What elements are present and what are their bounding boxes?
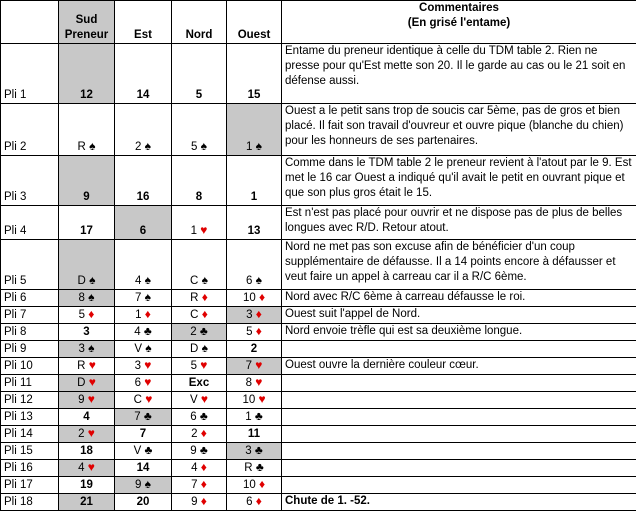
- club-icon: ♣: [256, 460, 264, 474]
- heart-icon: ♥: [201, 392, 208, 406]
- diamond-icon: ♦: [259, 477, 265, 491]
- club-icon: ♣: [200, 409, 208, 423]
- card-nord: [172, 44, 227, 104]
- table-row: [1, 375, 636, 392]
- spade-icon: ♠: [89, 273, 95, 287]
- heart-icon: ♥: [200, 223, 207, 237]
- trick-label: Pli 17: [1, 477, 59, 494]
- card-rank: 3: [79, 343, 85, 355]
- card-rank: 3: [135, 360, 141, 372]
- diamond-icon: ♦: [201, 477, 207, 491]
- card-rank: C: [190, 275, 198, 287]
- card-rank: 16: [137, 191, 150, 203]
- card-rank: 2: [251, 343, 257, 355]
- table-row: [1, 460, 636, 477]
- card-rank: 10: [243, 292, 256, 304]
- card-rank: C: [134, 394, 142, 406]
- spade-icon: ♠: [256, 273, 262, 287]
- trick-label: Pli 12: [1, 392, 59, 409]
- comment-cell: [282, 426, 636, 443]
- heart-icon: ♥: [255, 375, 262, 389]
- card-rank: 1: [191, 225, 197, 237]
- table-row: [1, 443, 636, 460]
- comment-cell: Nord ne met pas son excuse afin de bénéficier d'un coup supplémentaire de défausse. Il a 14 points encore à défausser et veut faire un appel à carreau car il a R/C 6ème.: [282, 240, 636, 290]
- card-sud: [59, 477, 115, 494]
- card-rank: 5: [191, 360, 197, 372]
- heart-icon: ♥: [258, 392, 265, 406]
- trick-label: Pli 4: [1, 206, 59, 240]
- comment-cell: [282, 477, 636, 494]
- card-nord: [172, 307, 227, 324]
- card-est: [115, 341, 172, 358]
- card-sud: [59, 324, 115, 341]
- header-preneur: [59, 1, 115, 44]
- card-ouest: [227, 460, 282, 477]
- spade-icon: ♠: [88, 290, 94, 304]
- card-rank: 9: [191, 496, 197, 508]
- card-rank: 7: [140, 428, 146, 440]
- card-rank: 7: [246, 360, 252, 372]
- card-rank: 12: [80, 89, 93, 101]
- card-sud: [59, 409, 115, 426]
- spade-icon: ♠: [202, 273, 208, 287]
- comment-cell: [282, 341, 636, 358]
- diamond-icon: ♦: [202, 290, 208, 304]
- diamond-icon: ♦: [201, 460, 207, 474]
- card-rank: D: [77, 377, 85, 389]
- card-ouest: [227, 358, 282, 375]
- card-rank: 6: [246, 496, 252, 508]
- card-rank: 19: [80, 479, 93, 491]
- spade-icon: ♠: [145, 290, 151, 304]
- card-est: [115, 240, 172, 290]
- table-row: [1, 358, 636, 375]
- card-rank: 18: [80, 445, 93, 457]
- comment-cell: [282, 375, 636, 392]
- card-rank: 2: [190, 326, 196, 338]
- card-rank: 4: [78, 462, 84, 474]
- card-rank: 5: [79, 309, 85, 321]
- card-rank: 2: [191, 428, 197, 440]
- card-sud: [59, 392, 115, 409]
- spade-icon: ♠: [145, 477, 151, 491]
- card-rank: 7: [134, 411, 140, 423]
- card-est: [115, 104, 172, 156]
- card-nord: [172, 206, 227, 240]
- header-nord: Nord: [172, 1, 227, 44]
- card-rank: 4: [134, 326, 140, 338]
- table-row: [1, 324, 636, 341]
- card-sud: [59, 307, 115, 324]
- card-rank: 14: [137, 462, 150, 474]
- card-rank: V: [134, 445, 142, 457]
- spade-icon: ♠: [201, 139, 207, 153]
- card-est: [115, 426, 172, 443]
- comment-cell: Entame du preneur identique à celle du TDM table 2. Rien ne presse pour qu'Est mette son 20. Il le garde au cas ou le 21 soit en défense aussi.: [282, 44, 636, 104]
- card-nord: [172, 409, 227, 426]
- card-ouest: [227, 240, 282, 290]
- card-est: [115, 44, 172, 104]
- trick-label: Pli 16: [1, 460, 59, 477]
- card-nord: [172, 443, 227, 460]
- table-row: [1, 341, 636, 358]
- card-rank: R: [190, 292, 198, 304]
- card-rank: 14: [137, 89, 150, 101]
- card-rank: 11: [248, 428, 260, 440]
- spade-icon: ♠: [88, 341, 94, 355]
- diamond-icon: ♦: [145, 307, 151, 321]
- table-row: [1, 206, 636, 240]
- trick-label: Pli 11: [1, 375, 59, 392]
- comment-cell: [282, 409, 636, 426]
- table-row: [1, 392, 636, 409]
- spade-icon: ♠: [145, 273, 151, 287]
- spade-icon: ♠: [145, 341, 151, 355]
- card-rank: Exc: [189, 377, 209, 389]
- card-ouest: [227, 375, 282, 392]
- card-rank: 2: [135, 141, 141, 153]
- card-est: [115, 443, 172, 460]
- card-rank: 9: [135, 479, 141, 491]
- trick-label: Pli 7: [1, 307, 59, 324]
- card-sud: [59, 460, 115, 477]
- card-rank: R: [77, 360, 85, 372]
- card-ouest: [227, 307, 282, 324]
- heart-icon: ♥: [88, 426, 95, 440]
- card-rank: V: [134, 343, 142, 355]
- header-commentaires-line2: (En grisé l'entame): [285, 16, 633, 31]
- card-est: [115, 392, 172, 409]
- card-rank: 21: [80, 496, 93, 508]
- table-row: [1, 307, 636, 324]
- comment-cell: Nord envoie trèfle qui est sa deuxième longue.: [282, 324, 636, 341]
- card-nord: [172, 375, 227, 392]
- card-est: [115, 409, 172, 426]
- diamond-icon: ♦: [201, 426, 207, 440]
- spade-icon: ♠: [256, 139, 262, 153]
- card-sud: [59, 290, 115, 307]
- card-sud: [59, 341, 115, 358]
- card-ouest: [227, 409, 282, 426]
- card-rank: 13: [248, 225, 261, 237]
- diamond-icon: ♦: [256, 324, 262, 338]
- card-rank: 5: [196, 89, 202, 101]
- club-icon: ♣: [144, 409, 152, 423]
- card-rank: D: [78, 275, 86, 287]
- card-rank: 4: [135, 275, 141, 287]
- header-empty: [1, 1, 59, 44]
- comment-cell: Ouest ouvre la dernière couleur cœur.: [282, 358, 636, 375]
- card-rank: 1: [135, 309, 141, 321]
- card-est: [115, 307, 172, 324]
- card-rank: 3: [83, 326, 89, 338]
- diamond-icon: ♦: [202, 307, 208, 321]
- card-rank: 6: [190, 411, 196, 423]
- card-est: [115, 358, 172, 375]
- card-nord: [172, 240, 227, 290]
- club-icon: ♣: [255, 443, 263, 457]
- card-nord: [172, 156, 227, 206]
- diamond-icon: ♦: [88, 307, 94, 321]
- heart-icon: ♥: [89, 375, 96, 389]
- card-rank: 5: [191, 141, 197, 153]
- header-preneur-line2: Preneur: [62, 28, 111, 43]
- heart-icon: ♥: [88, 392, 95, 406]
- card-ouest: [227, 426, 282, 443]
- card-sud: [59, 426, 115, 443]
- card-ouest: [227, 104, 282, 156]
- card-ouest: [227, 206, 282, 240]
- diamond-icon: ♦: [256, 494, 262, 508]
- card-rank: 7: [191, 479, 197, 491]
- card-est: [115, 206, 172, 240]
- card-rank: 9: [190, 445, 196, 457]
- card-rank: 1: [251, 191, 257, 203]
- heart-icon: ♥: [200, 358, 207, 372]
- club-icon: ♣: [200, 324, 208, 338]
- comment-cell: [282, 443, 636, 460]
- table-row: [1, 409, 636, 426]
- table-row: [1, 240, 636, 290]
- trick-label: Pli 5: [1, 240, 59, 290]
- card-sud: [59, 240, 115, 290]
- card-rank: 17: [80, 225, 93, 237]
- spade-icon: ♠: [89, 139, 95, 153]
- trick-label: Pli 9: [1, 341, 59, 358]
- card-rank: C: [190, 309, 198, 321]
- comment-cell: Chute de 1. -52.: [282, 494, 636, 511]
- card-rank: 4: [191, 462, 197, 474]
- card-sud: [59, 104, 115, 156]
- heart-icon: ♥: [144, 358, 151, 372]
- card-rank: 1: [245, 411, 251, 423]
- comment-cell: Est n'est pas placé pour ouvrir et ne dispose pas de plus de belles longues avec R/D. Retour atout.: [282, 206, 636, 240]
- trick-label: Pli 2: [1, 104, 59, 156]
- card-rank: 10: [242, 394, 255, 406]
- card-nord: [172, 426, 227, 443]
- table-row: [1, 290, 636, 307]
- card-rank: 3: [245, 445, 251, 457]
- trick-label: Pli 15: [1, 443, 59, 460]
- comment-cell: [282, 392, 636, 409]
- club-icon: ♣: [145, 443, 153, 457]
- heart-icon: ♥: [144, 375, 151, 389]
- card-rank: 10: [243, 479, 256, 491]
- card-ouest: [227, 324, 282, 341]
- card-ouest: [227, 341, 282, 358]
- card-est: [115, 290, 172, 307]
- trick-label: Pli 6: [1, 290, 59, 307]
- comment-cell: Comme dans le TDM table 2 le preneur revient à l'atout par le 9. Est met le 16 car Ouest a indiqué qu'il avait le petit en ouvrant pique et que son plus gros était le 15.: [282, 156, 636, 206]
- card-ouest: [227, 443, 282, 460]
- club-icon: ♣: [200, 443, 208, 457]
- spade-icon: ♠: [202, 341, 208, 355]
- card-rank: 1: [246, 141, 252, 153]
- card-ouest: [227, 44, 282, 104]
- card-est: [115, 460, 172, 477]
- heart-icon: ♥: [255, 358, 262, 372]
- card-ouest: [227, 156, 282, 206]
- card-est: [115, 375, 172, 392]
- trick-label: Pli 18: [1, 494, 59, 511]
- card-sud: [59, 375, 115, 392]
- card-rank: 3: [246, 309, 252, 321]
- card-rank: R: [244, 462, 252, 474]
- card-est: [115, 477, 172, 494]
- club-icon: ♣: [144, 324, 152, 338]
- comment-cell: Ouest a le petit sans trop de soucis car 5ème, pas de gros et bien placé. Il fait son travail d'ouvreur et ouvre pique (blanche du chien) pour les honneurs de ses partenaires.: [282, 104, 636, 156]
- trick-label: Pli 13: [1, 409, 59, 426]
- table-row: [1, 426, 636, 443]
- header-ouest: Ouest: [227, 1, 282, 44]
- card-rank: 7: [135, 292, 141, 304]
- card-ouest: [227, 477, 282, 494]
- diamond-icon: ♦: [201, 494, 207, 508]
- card-est: [115, 156, 172, 206]
- table-row: [1, 104, 636, 156]
- trick-label: Pli 14: [1, 426, 59, 443]
- card-nord: [172, 341, 227, 358]
- card-rank: 8: [79, 292, 85, 304]
- card-rank: 9: [83, 191, 89, 203]
- card-ouest: [227, 392, 282, 409]
- header-row: [1, 1, 636, 44]
- card-sud: [59, 206, 115, 240]
- trick-label: Pli 10: [1, 358, 59, 375]
- card-rank: 15: [248, 89, 261, 101]
- card-rank: D: [190, 343, 198, 355]
- heart-icon: ♥: [89, 358, 96, 372]
- card-rank: 6: [135, 377, 141, 389]
- trick-label: Pli 3: [1, 156, 59, 206]
- table-row: [1, 156, 636, 206]
- card-rank: 2: [78, 428, 84, 440]
- header-commentaires: [282, 1, 636, 44]
- card-nord: [172, 324, 227, 341]
- card-nord: [172, 460, 227, 477]
- card-sud: [59, 44, 115, 104]
- card-rank: 5: [246, 326, 252, 338]
- card-rank: 8: [196, 191, 202, 203]
- card-rank: 20: [137, 496, 150, 508]
- card-rank: 8: [246, 377, 252, 389]
- card-rank: 9: [78, 394, 84, 406]
- diamond-icon: ♦: [259, 290, 265, 304]
- card-rank: 4: [83, 411, 89, 423]
- comment-cell: Ouest suit l'appel de Nord.: [282, 307, 636, 324]
- spade-icon: ♠: [145, 139, 151, 153]
- card-rank: 6: [246, 275, 252, 287]
- comment-cell: [282, 460, 636, 477]
- card-sud: [59, 443, 115, 460]
- card-rank: 6: [140, 225, 146, 237]
- table-row: [1, 477, 636, 494]
- trick-label: Pli 1: [1, 44, 59, 104]
- card-nord: [172, 358, 227, 375]
- header-preneur-line1: Sud: [62, 13, 111, 28]
- card-nord: [172, 477, 227, 494]
- card-nord: [172, 104, 227, 156]
- card-sud: [59, 358, 115, 375]
- comment-cell: Nord avec R/C 6ème à carreau défausse le roi.: [282, 290, 636, 307]
- heart-icon: ♥: [145, 392, 152, 406]
- trick-label: Pli 8: [1, 324, 59, 341]
- club-icon: ♣: [255, 409, 263, 423]
- card-sud: [59, 156, 115, 206]
- card-nord: [172, 392, 227, 409]
- card-rank: R: [78, 141, 86, 153]
- card-est: [115, 324, 172, 341]
- card-nord: [172, 290, 227, 307]
- header-est: Est: [115, 1, 172, 44]
- heart-icon: ♥: [88, 460, 95, 474]
- card-ouest: [227, 290, 282, 307]
- diamond-icon: ♦: [256, 307, 262, 321]
- card-rank: V: [190, 394, 198, 406]
- table-row: [1, 44, 636, 104]
- header-commentaires-line1: Commentaires: [285, 1, 633, 16]
